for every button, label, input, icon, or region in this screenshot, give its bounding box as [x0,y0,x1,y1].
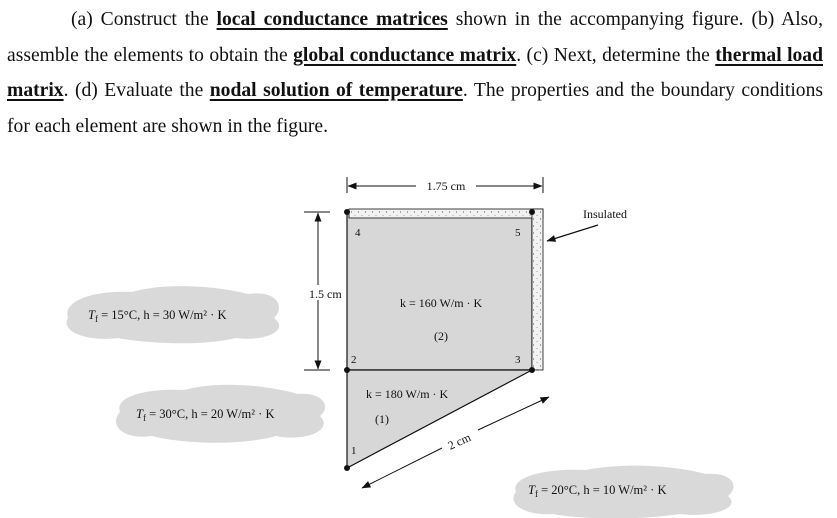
dim-left-label: 1.5 cm [309,287,342,301]
element-2-body [347,212,532,370]
term-local-conductance: local conductance matrices [216,9,448,30]
convection-label-left-upper: $T_f = 15^\circ C$, h = 30 W/m² · K [88,308,227,324]
dim-diag-arrow-up [478,397,549,430]
element-1-conductivity: k = 180 W/m · K [366,387,449,401]
node-1 [344,465,350,471]
term-thermal-load: thermal load matrix [7,44,824,101]
node-4 [344,209,350,215]
part-a-suffix: shown in the accompanying figure. [447,9,752,30]
insulated-leader-arrow [547,225,598,241]
node-5 [529,209,535,215]
convection-label-bottom-right: $T_f = 20^\circ C$, h = 10 W/m² · K [528,483,667,499]
part-b-suffix: . [516,44,527,66]
node-1-label: 1 [351,445,357,457]
node-2 [344,367,350,373]
dim-diag-label: 2 cm [445,430,473,453]
part-d-prefix: (d) Evaluate the [74,80,210,101]
part-c-prefix: (c) Next, determine the [526,44,716,66]
insulation-top [349,209,543,218]
term-global-conductance: global conductance matrix [293,44,517,66]
node-3 [529,367,535,373]
element-2-conductivity: k = 160 W/m · K [400,296,483,310]
convection-label-left-lower: $T_f = 30^\circ C$, h = 20 W/m² · K [136,407,275,423]
dim-top-label: 1.75 cm [426,179,466,193]
insulated-label: Insulated [583,207,627,221]
node-4-label: 4 [355,227,361,239]
part-a-prefix: (a) Construct the [71,9,217,30]
part-c-suffix: . [63,80,75,101]
node-3-label: 3 [515,354,521,366]
part-d-suffix: . The properties and the boundary conditions for each element are shown in the figure. [7,80,823,137]
part-b-prefix: (b) Also, assemble the elements to obtain the [7,9,824,66]
element-1-tag: (1) [375,412,389,426]
insulation-right [532,209,543,370]
term-nodal-solution: nodal solution of temperature [209,80,463,101]
node-2-label: 2 [351,354,357,366]
element-2-tag: (2) [434,329,448,343]
node-5-label: 5 [515,227,521,239]
